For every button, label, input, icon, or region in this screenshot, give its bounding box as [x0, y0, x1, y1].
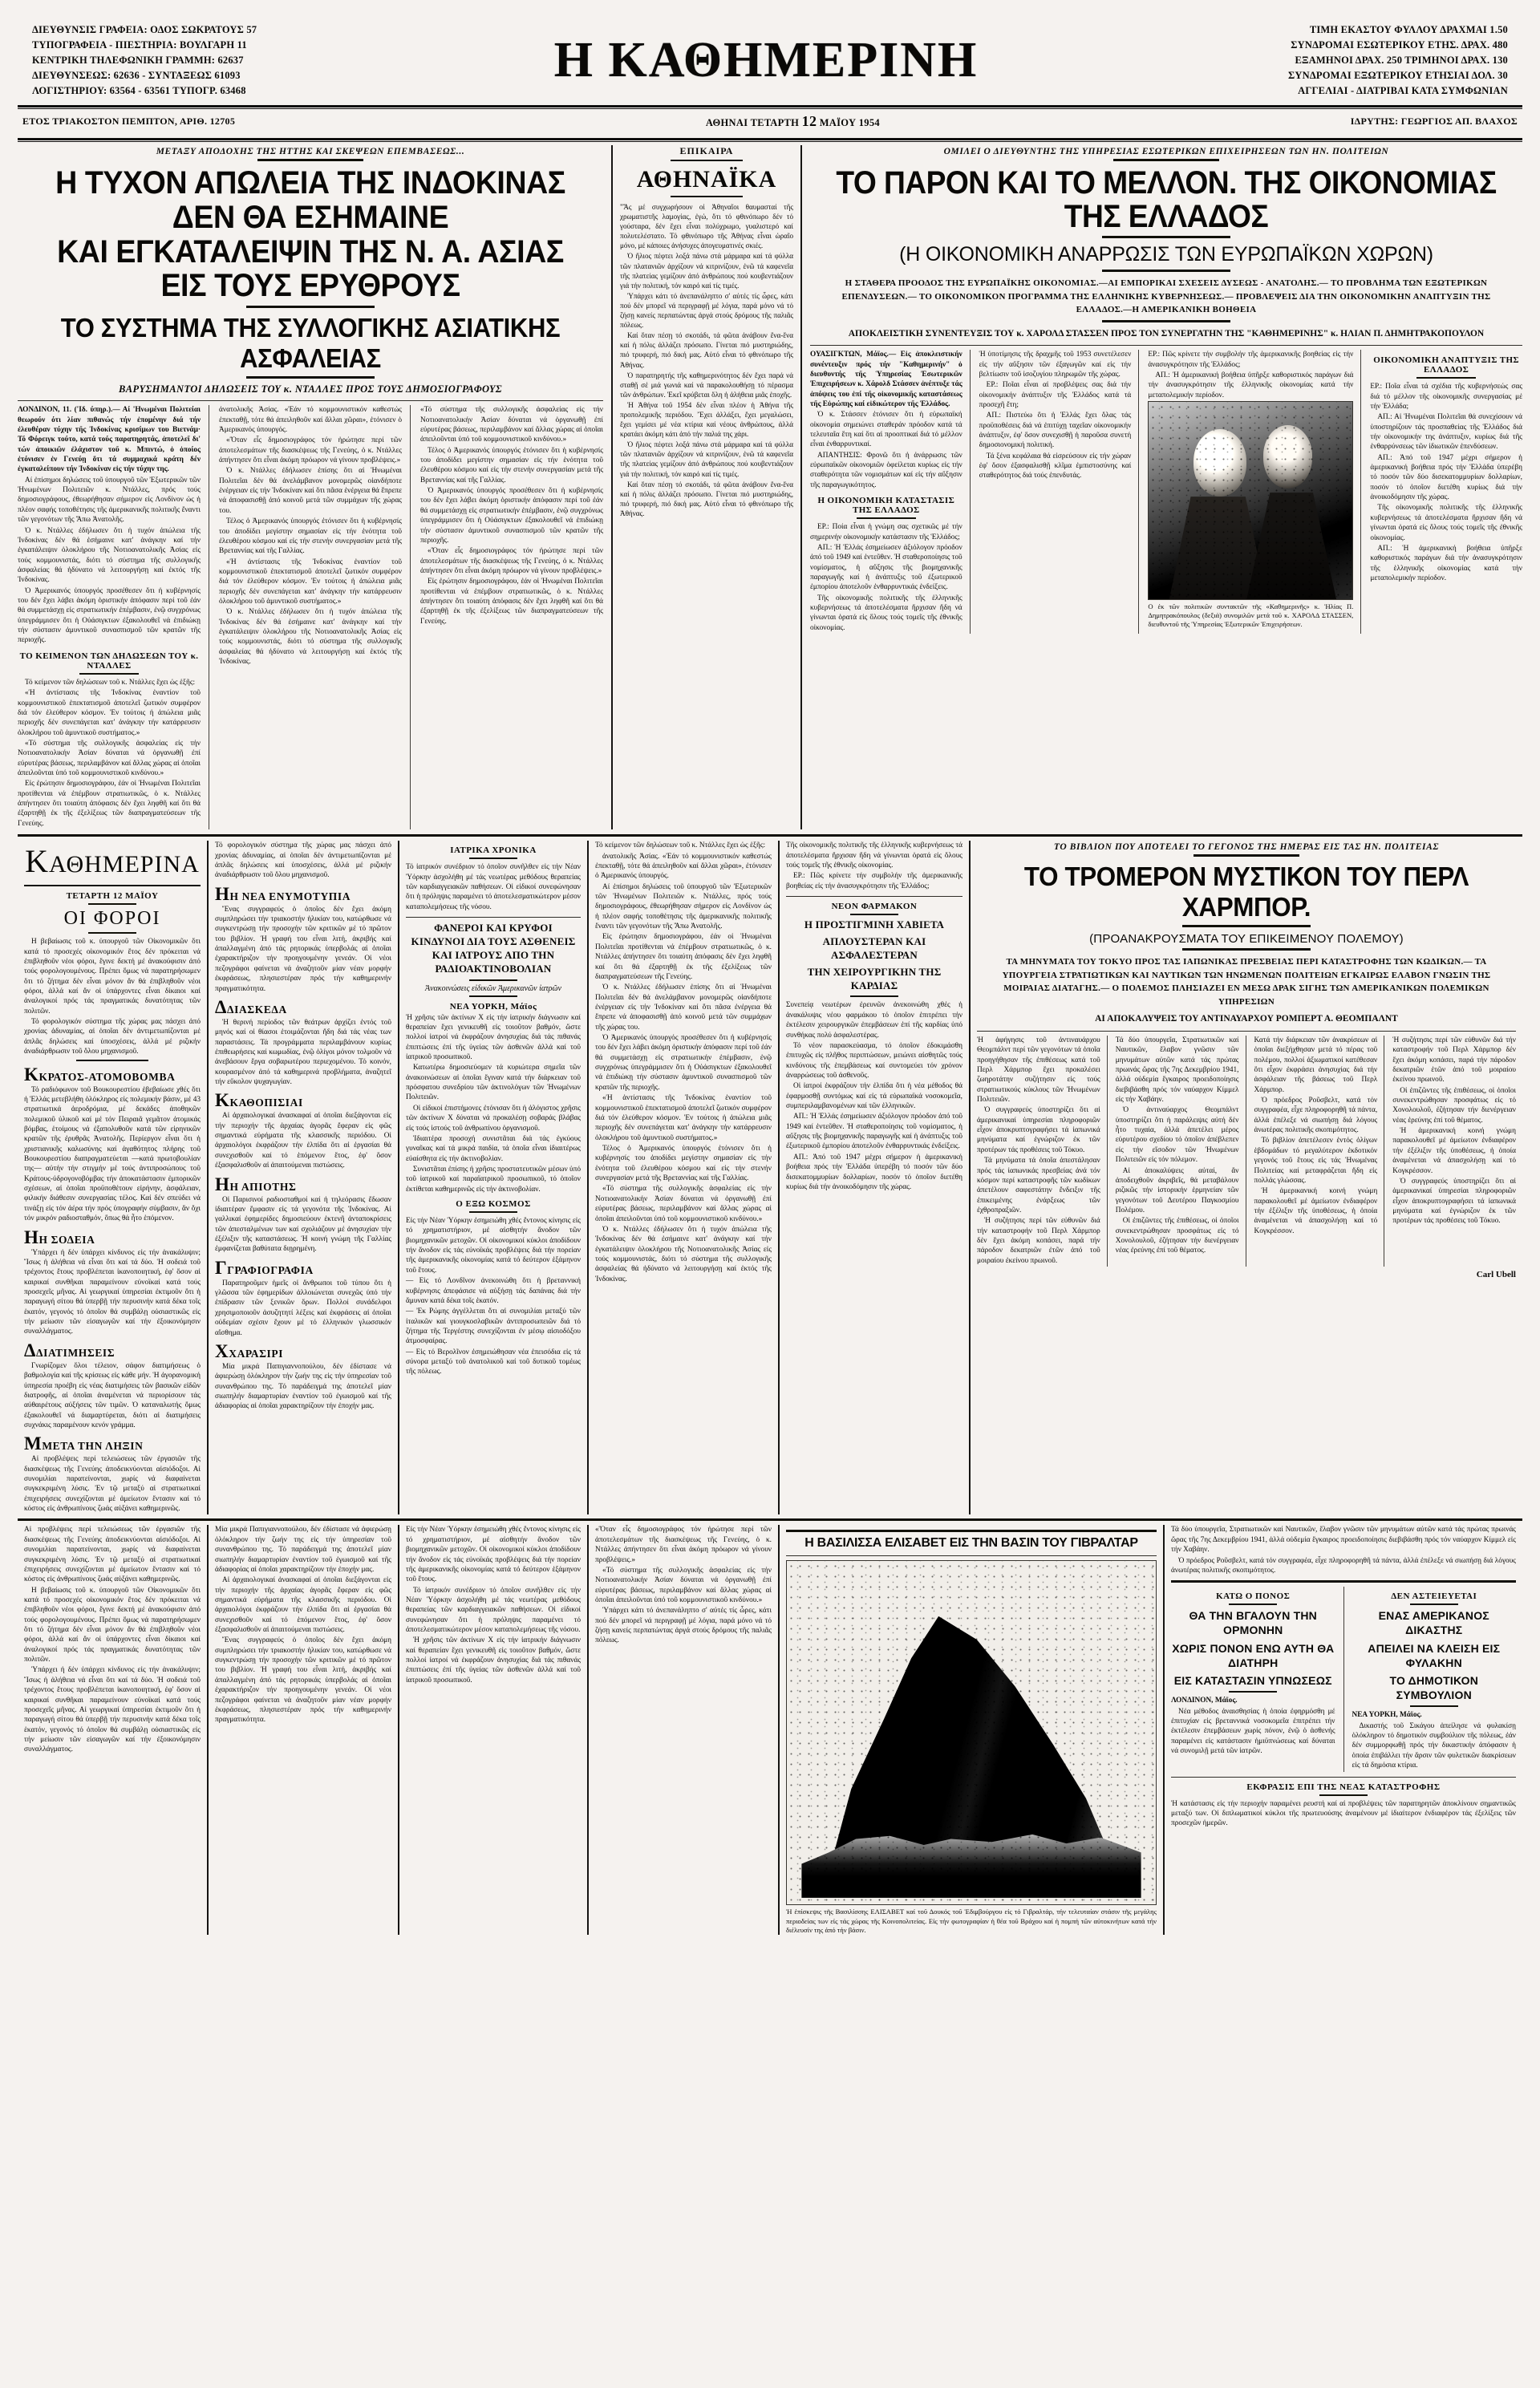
lead-c4-p2: Τέλος ὁ Ἀμερικανός ὑπουργός ἐτόνισεν ὅτι ἡ κυβέρνησίς του ἀποδίδει μεγίστην σημασίαν εἰς τήν ἑνότητα τοῦ ἐλευθέρου κόσμου καί εἰς τήν στενήν συνεργασίαν μετά τῆς Βρεταννίας καί τῆς Γαλλίας.: [420, 446, 603, 484]
athinaika-p3: Ὑπάρχει κάτι τό ἀνεπανάληπτο σ' αὐτές τίς ὧρες, κάτι πού δέν μπορεῖ νά περιγραφῇ μέ λόγια, παρά μόνο νά τό ζήσῃ κανείς περπατώντας ἀργά στούς δρόμους τῆς παλιᾶς πόλεως.: [620, 291, 793, 330]
athinaika-column: [613, 145, 802, 829]
right-side-box-title: ΕΚΦΡΑΣΙΣ ΕΠΙ ΤΗΣ ΝΕΑΣ ΚΑΤΑΣΤΡΟΦΗΣ: [1246, 1782, 1441, 1792]
econ-c3-p2: ΑΠ.: Ἡ ἀμερικανική βοήθεια ὑπῆρξε καθοριστικός παράγων διά τήν ἀνασυγκρότησιν τῆς ἑλληνικῆς οἰκονομίας κατά τήν μεταπολεμικήν περίοδον.: [1148, 371, 1354, 399]
econ-c4-p4: Τῆς οἰκονομικῆς πολιτικῆς τῆς ἑλληνικῆς κυβερνήσεως τά ἀποτελέσματα ἤρχισαν ἤδη νά γίνωνται ὁρατά εἰς ὅλους τούς τομεῖς τῆς ἐθνικῆς οἰκονομίας.: [1370, 504, 1522, 542]
radiation-p3: Ἰδιαιτέρα προσοχή συνιστᾶται διά τάς ἐγκύους γυναῖκας καί τά μικρά παιδία, τά ὁποῖα εἶναι ἰδιαιτέρως εὐαίσθητα εἰς τήν ἀκτινοβολίαν.: [406, 1134, 581, 1163]
bottom-box-1-h2: ΑΠΕΙΛΕΙ ΝΑ ΚΛΕΙΣΗ ΕΙΣ ΦΥΛΑΚΗΝ: [1368, 1641, 1501, 1669]
pearl-c1-p2: Ὁ συγγραφεύς ὑποστηρίζει ὅτι αἱ ἀμερικανικαί ὑπηρεσίαι πληροφοριῶν εἶχον ἀποκρυπτογραφήσει τά ἰαπωνικά μηνύματα καί ἐγνώριζον ἐκ τῶν προτέρων τάς προθέσεις τοῦ Τόκυο.: [977, 1106, 1100, 1154]
economy-story: [802, 145, 1522, 829]
bottom-col-2: [209, 1525, 399, 1935]
pearl-col-2: [1116, 1036, 1246, 1267]
bottom-box-1-body: Δικαστής τοῦ Σικάγου ἀπείλησε νά φυλακίσῃ ὁλόκληρον τό δημοτικόν συμβούλιον τῆς πόλεως, ἐάν δέν συμμορφωθῇ πρός τήν δικαστικήν ἀπόφασιν ἡ ὁποία ἐπιβάλλει τήν ἄρσιν τῶν φυλετικῶν διακρίσεων εἰς τά δημόσια κτίρια.: [1352, 1721, 1516, 1770]
lead-c3-p3: Ὁ κ. Ντάλλες ἐδήλωσεν ἐπίσης ὅτι αἱ Ἡνωμέναι Πολιτεῖαι δέν θά ἀνελάμβανον μονομερῶς οἱανδήποτε ἐνέργειαν εἰς τήν Ἰνδοκίναν καί ὅτι πᾶσα ἐνέργεια θά ἔπρεπε νά ἀποφασισθῇ ἀπό κοινοῦ μετά τῶν συμμάχων τῆς χώρας του.: [219, 467, 402, 515]
editorial-p1: Η βεβαίωσις τοῦ κ. ὑπουργοῦ τῶν Οἰκονομικῶν ὅτι κατά τό προσεχές οἰκονομικόν ἔτος δέν πρόκειται νά ἐπιβληθοῦν νέοι φόροι, ἔγινε δεκτή μέ ἀνακούφισιν ἀπό τούς φορολογουμένους. Πρέπει ὅμως νά παρατηρήσωμεν ὅτι τό ζήτημα δέν εἶναι μόνον ἄν θά ἐπιβληθοῦν νέοι φόροι, ἀλλά καί ἄν οἱ ὑπάρχοντες εἶναι δίκαιοι καί ἀναλογικοί πρός τάς πραγματικάς δυνατότητας τῶν πολιτῶν.: [24, 938, 201, 1016]
radiation-headline: ΦΑΝΕΡΟΙ ΚΑΙ ΚΡΥΦΟΙ ΚΙΝΔΥΝΟΙ ΔΙΑ ΤΟΥΣ ΑΣΘΕΝΕΙΣ ΚΑΙ ΙΑΤΡΟΥΣ ΑΠΟ ΤΗΝ ΡΑΔΙΟΑΚΤΙΝΟΒΟΛΙΑΝ: [411, 922, 576, 975]
lead-p1: ΛΟΝΔΙΝΟΝ, 11. ('Ιδ. ύπηρ.).— Αί 'Ηνωμέναι Πολιτείαι θεωρούν ότι λίαν πιθανώς τήν ἐπομένην διά τήν ἐλευθέραν τύχην τῆς Ἰνδοκίνας κρισίμων του Βιετνάμ· Τό Φόρειγκ τούτο, κατά τούς παρατηρητάς, ἀποτελεῖ δι' τών ἀποικιῶν ἐλάχιστον τοῦ κ. Μπιντώ, ὁ ὁποίος ἐτόνισεν ἐν Γενεύῃ ὅτι τά συμμαχικά κράτη δέν ἐγκαταλείπουν τήν Ἰνδοκίναν εἰς τήν τύχην της.: [18, 406, 201, 474]
radiation-p2: Οἱ εἰδικοί ἐπιστήμονες ἐτόνισαν ὅτι ἡ ἀλόγιστος χρῆσις τῶν ἀκτίνων Χ δύναται νά προκαλέσῃ σοβαράς βλάβας εἰς τούς ἱστούς τοῦ ἀνθρωπίνου ὀργανισμοῦ.: [406, 1104, 581, 1133]
lead-p2: Αί ἐπίσημοι δηλώσεις τοῦ ὑπουργοῦ τῶν Ἐξωτερικῶν τῶν Ἡνωμένων Πολιτειῶν κ. Ντάλλες, πρός τούς δημοσιογράφους, ἐθεωρήθησαν σήμερον εἰς Λονδίνον ὡς ἡ πλέον σαφής τοποθέτησις τῆς ἀμερικανικῆς πολιτικῆς ἔναντι τῶν γεγονότων τῆς Ἄπω Ἀνατολῆς.: [18, 476, 201, 525]
leadcont-p5: Ὁ κ. Ντάλλες ἐδήλωσεν ἐπίσης ὅτι αἱ Ἡνωμέναι Πολιτεῖαι δέν θά ἀνελάμβανον μονομερῶς οἱανδήποτε ἐνέργειαν εἰς τήν Ἰνδοκίναν καί ὅτι πᾶσα ἐνέργεια θά ἔπρεπε νά ἀποφασισθῇ ἀπό κοινοῦ μετά τῶν συμμάχων τῆς χώρας του.: [595, 983, 772, 1032]
econ-p1: ΟΥΑΣΙΓΚΤΩΝ, Μάϊος.— Εἰς ἀποκλειστικήν συνέντευξιν πρός τήν "Καθημερινήν" ὁ διευθυντής τῆς Ὑπηρεσίας Ἐσωτερικῶν Ἐπιχειρήσεων κ. Χάρολδ Στάσσεν ἀνέπτυξε τάς ἀπόψεις του ἐπί τῆς οἰκονομικῆς καταστάσεως τῆς Εὐρώπης καί εἰδικώτερον τῆς Ἑλλάδος.: [810, 351, 962, 408]
masthead-right-line-4: ΣΥΝΔΡΟΜΑΙ ΕΞΩΤΕΡΙΚΟΥ ΕΤΗΣΙΑΙ ΔΟΛ. 30: [1288, 70, 1508, 81]
pearl-c4-p4: Ὁ συγγραφεύς ὑποστηρίζει ὅτι αἱ ἀμερικανικαί ὑπηρεσίαι πληροφοριῶν εἶχον ἀποκρυπτογραφήσει τά ἰαπωνικά μηνύματα καί ἐγνώριζον ἐκ τῶν προτέρων τάς προθέσεις τοῦ Τόκυο.: [1392, 1177, 1516, 1226]
rule: [88, 932, 136, 934]
bottom-box-0: [1171, 1587, 1344, 1771]
gibraltar-photo-image: [787, 1561, 1156, 1904]
rule: [1113, 159, 1219, 161]
editorial-section-2-title: [24, 1340, 201, 1360]
lead-col-1: [18, 405, 209, 829]
editorial-section-1-label: Η ΣΟΔΕΙΑ: [38, 1233, 95, 1246]
dropcap: Η: [24, 1226, 39, 1247]
founder: ΙΔΡΥΤΗΣ: ΓΕΩΡΓΙΟΣ ΑΠ. ΒΛΑΧΟΣ: [1350, 116, 1518, 127]
pharmakon-sub1: Η ΠΡΟΣΤΙΓΜΙΝΗ ΧΑΒΙΕΤΑ: [804, 918, 945, 930]
bottom-right-block: [1165, 1525, 1522, 1935]
masthead-left-line-4: ΔΙΕΥΘΥΝΣΕΩΣ: 62636 - ΣΥΝΤΑΞΕΩΣ 61093: [32, 70, 241, 81]
pharmakon-sub2: ΑΠΛΟΥΣΤΕΡΑΝ ΚΑΙ ΑΣΦΑΛΕΣΤΕΡΑΝ: [822, 935, 926, 961]
misc2-intro: Τό φορολογικόν σύστημα τῆς χώρας μας πάσχει ἀπό χρονίας ἀδυναμίας, αἱ ὁποῖαι δέν ἀντιμετωπίζονται μέ ἁπλᾶς δηλώσεις καί ὑποσχέσεις, ἀλλά μέ ριζικήν ἀναδιάρθρωσιν τοῦ ὅλου μηχανισμοῦ.: [215, 841, 391, 880]
dropcap: Γ: [215, 1257, 228, 1278]
middle-section: [18, 834, 1522, 1514]
rule: [1229, 1691, 1277, 1693]
rule: [246, 306, 375, 308]
pharm-p4: ΑΠ.: Ἡ Ἑλλάς ἐσημείωσεν ἀξιόλογον πρόοδον ἀπό τοῦ 1949 καί ἐντεῦθεν. Ἡ σταθεροποίησις τοῦ νομίσματος, ἡ αὔξησις τῆς βιομηχανικῆς παραγωγῆς καί ἡ ἀνάπτυξις τοῦ ἐξωτερικοῦ ἐμπορίου ἀποτελοῦν ἐνθαρρυντικάς ἐνδείξεις.: [786, 1113, 962, 1151]
editorial-section-1-title: [24, 1226, 201, 1247]
world-p1: Εἰς τήν Νέαν Ὑόρκην ἐσημειώθη χθές ἔντονος κίνησις εἰς τό χρηματιστήριον, μέ αἰσθητήν ἄνοδον τῶν βιομηχανικῶν μετοχῶν. Οἱ οἰκονομικοί κύκλοι ἀποδίδουν τήν ἄνοδον εἰς τάς εὐνοϊκάς προβλέψεις διά τήν πορείαν τῆς ἀμερικανικῆς οἰκονομίας κατά τό δεύτερον ἑξάμηνον τοῦ ἔτους.: [406, 1217, 581, 1275]
masthead-subscription-info: [1235, 22, 1508, 99]
br-p2: Ὁ πρόεδρος Ροῦσβελτ, κατά τόν συγγραφέα, εἶχε πληροφορηθῆ τά πάντα, ἀλλά ἐπέλεξε νά σιωπήσῃ διά λόγους ἀνωτέρας πολιτικῆς σκοπιμότητος.: [1171, 1556, 1516, 1575]
dropcap: Μ: [24, 1433, 43, 1454]
editorial-section-2-body: Γνωρίζομεν ὅλοι τέλειον, σάφον διατιμήσεως ὁ βαθμολογία καί τῆς κρίσεως εἰς κάθε μήν. Ἡ ἀγορανομική ὑπηρεσία προέβη εἰς νέας διατιμήσεις τῶν βασικῶν εἰδῶν διατροφῆς, αἱ ὁποῖαι ἀναμένεται νά περιορίσουν τάς αὐθαιρέτους αὐξήσεις τῶν τιμῶν. Ὁ καταναλωτής ὅμως ἐξακολουθεῖ νά διαμαρτύρεται, διότι αἱ διατιμήσεις συχνάκις παραμένουν κενόν γράμμα.: [24, 1361, 201, 1429]
dropcap: Δ: [24, 1340, 37, 1360]
misc2-section-0-label: Η ΝΕΑ ΕΝΥΜΟΤΥΠΙΑ: [229, 890, 351, 902]
rule: [1229, 1603, 1277, 1605]
b3-p2: Τό ἰατρικόν συνέδριον τό ὁποῖον συνῆλθεν εἰς τήν Νέαν Ὑόρκην ἀσχολήθη μέ τάς νεωτέρας μεθόδους θεραπείας τῶν καρδιαγγειακῶν παθήσεων. Οἱ εἰδικοί συνεφώνησαν ὅτι ἡ πρόληψις παραμένει τό ἀποτελεσματικώτερον μέσον καταπολεμήσεως τῆς νόσου.: [406, 1586, 581, 1635]
economy-col-2: [979, 350, 1140, 634]
leadcont-p1: Τό κείμενον τῶν δηλώσεων τοῦ κ. Ντάλλες ἔχει ὡς ἑξῆς:: [595, 841, 766, 850]
lead-subhead-text: ΤΟ ΚΕΙΜΕΝΟΝ ΤΩΝ ΔΗΛΩΣΕΩΝ ΤΟΥ κ. ΝΤΑΛΛΕΣ: [19, 651, 199, 671]
leadcont-p10: Ὁ κ. Ντάλλες ἐδήλωσεν ὅτι ἡ τυχόν ἀπώλεια τῆς Ἰνδοκίνας δέν θά ἐσήμαινε κατ' ἀνάγκην καί τήν ἐγκατάλειψιν ὁλοκλήρου τῆς Νοτιοανατολικῆς Ἀσίας εἰς τούς κομμουνιστάς, διότι τό σύστημα τῆς συλλογικῆς ἀσφαλείας θά ἠδύνατο νά λειτουργήσῃ καί ἐκτός τῆς Ἰνδοκίνας.: [595, 1225, 772, 1283]
bottom-box-1-h3: ΤΟ ΔΗΜΟΤΙΚΟΝ ΣΥΜΒΟΥΛΙΟΝ: [1389, 1674, 1479, 1702]
bottom-box-0-h2: ΧΩΡΙΣ ΠΟΝΟΝ ΕΝΩ ΑΥΤΗ ΘΑ ΔΙΑΤΗΡΗ: [1172, 1641, 1335, 1669]
editorial-section-0-body: Τό ραδιόφωνον τοῦ Βουκουρεστίου ἐβεβαίωσε χθές ὅτι ἡ Ἑλλάς μετεβλήθη ὁλόκληρος εἰς πολεμικήν βάσιν, μέ 43 στρατιωτικά ἀεροδρόμια, μέ δεκάδες ἀποθηκῶν πολεμικοῦ ὑλικοῦ καί μέ τόν Πειραιᾶ γεμᾶτον ἀτομικάς βόμβας, ἑτοίμους νά ἐξαπολυθοῦν κατά τῶν εἰρηνικῶν κρατῶν τῆς ἐρυθρᾶς Ἀνατολῆς. Περίεργον εἶναι ὅτι ἡ χριστιανικῆς καλωσύνης καί ἀγαθότητος πλήρης τοῦ Βουκουρεστίου διαπραγματεύεται —κατά πρωτοβουλίαν της— αὐτήν τήν στιγμήν μέ τούς ἀντιπροσώπους τοῦ Κράτους-ὑδρογονοβόμβας τήν ἀποκατάστασιν ἐμπορικῶν σχέσεων, αἱ ὁποῖαι προϋποθέτουν εἰρήνην, ἀσφάλειαν, φιλικήν διάθεσιν συνεργασίας τέλος. Καί δέν σπεύδει νά τινάξῃ εἰς τόν ἀέρα τήν πρός ὑπογραφήν σύμβασιν, ἄν ὄχι τόν μικρόν ραδιοσταθμόν, ὅπως θά ἦτο ἑπόμενον.: [24, 1085, 201, 1223]
rule: [810, 345, 1522, 346]
pearl-c4-p3: Ἡ ἀμερικανική κοινή γνώμη παρακολουθεῖ μέ ἀμείωτον ἐνδιαφέρον τήν ἐξέλιξιν τῆς ὑποθέσεως, ἡ ὁποία ἀναμένεται νά ἀπασχολήσῃ καί τό Κογκρέσσον.: [1392, 1127, 1516, 1175]
bottom-box-0-body: Νέα μέθοδος ἀναισθησίας ἡ ὁποία ἐφηρμόσθη μέ ἐπιτυχίαν εἰς βρεταννικά νοσοκομεῖα ἐπιτρέπει τήν ἐκτέλεσιν ἐπεμβάσεων χωρίς πόνον, ἐνῷ ὁ ἀσθενής παραμένει εἰς κατάστασιν ἡμιϋπνώσεως καί δύναται νά συνομιλῇ μετά τῶν ἰατρῶν.: [1171, 1707, 1335, 1755]
pharmakon-sub3: ΤΗΝ ΧΕΙΡΟΥΡΓΙΚΗΝ ΤΗΣ ΚΑΡΔΙΑΣ: [807, 965, 942, 991]
right-side-box-body: Ἡ κατάστασις εἰς τήν περιοχήν παραμένει ρευστή καί αἱ προβλέψεις τῶν παρατηρητῶν ἀποκλίνουν σημαντικῶς μεταξύ των. Οἱ διπλωματικοί κύκλοι τῆς πρωτευούσης ἀναμένουν μέ ἰδιαίτερον ἐνδιαφέρον τάς ἐξελίξεις τῶν προσεχῶν ἡμερῶν.: [1171, 1799, 1516, 1828]
pearl-harbor-story: [971, 841, 1522, 1514]
lead-c2-p1: Τό κείμενον τῶν δηλώσεων τοῦ κ. Ντάλλες ἔχει ὡς ἑξῆς:: [25, 678, 196, 687]
top-section: [18, 145, 1522, 829]
econ-c4-p5: ΑΠ.: Ἡ ἀμερικανική βοήθεια ὑπῆρξε καθοριστικός παράγων διά τήν ἀνασυγκρότησιν τῆς ἑλληνικῆς οἰκονομίας κατά τήν μεταπολεμικήν περίοδον.: [1370, 544, 1522, 582]
editorial-section-2-label: ΔΙΑΤΙΜΗΣΕΙΣ: [36, 1346, 116, 1359]
misc2-section-5-title: [215, 1340, 391, 1361]
bottom-col-4: [589, 1525, 780, 1935]
b3-p3: Ἡ χρῆσις τῶν ἀκτίνων Χ εἰς τήν ἰατρικήν διάγνωσιν καί θεραπείαν ἔχει γενικευθῆ εἰς τοιοῦτον βαθμόν, ὥστε πολλοί ἰατροί νά ἐκφράζουν ἀνησυχίας διά τάς πιθανάς ἐπιπτώσεις ἐπί τῆς ὑγείας τῶν ἀσθενῶν ἀλλά καί τοῦ ἰατρικοῦ προσωπικοῦ.: [406, 1636, 581, 1685]
rule: [246, 376, 375, 379]
rule: [1182, 925, 1311, 927]
masthead-right-line-5: ΑΓΓΕΛΙΑΙ - ΔΙΑΤΡΙΒΑΙ ΚΑΤΑ ΣΥΜΦΩΝΙΑΝ: [1298, 85, 1508, 96]
pearl-deck: ΤΑ ΜΗΝΥΜΑΤΑ ΤΟΥ ΤΟΚΥΟ ΠΡΟΣ ΤΑΣ ΙΑΠΩΝΙΚΑΣ ΠΡΕΣΒΕΙΑΣ ΠΕΡΙ ΚΑΤΑΣΤΡΟΦΗΣ ΤΩΝ ΚΩΔΙΚΩΝ.— ΤΑ ΥΠΟΥΡΓΕΙΑ ΣΤΡΑΤΙΩΤΙΚΩΝ ΚΑΙ ΝΑΥΤΙΚΩΝ ΤΩΝ ΗΝΩΜΕΝΩΝ ΠΟΛΙΤΕΙΩΝ ΕΓΚΑΙΡΩΣ ΕΛΑΒΟΝ ΓΝΩΣΙΝ ΤΗΣ ΜΟΙΡΑΙΑΣ ΔΙΑΤΑΓΗΣ.— Ο ΠΟΛΕΜΟΣ ΠΛΗΣΙΑΖΕΙ ΕΝ ΜΕΣΩ ΔΡΑΚ ΣΙΓΗΣ ΤΩΝ ΑΜΕΡΙΚΑΝΙΚΩΝ ΠΟΛΕΜΙΚΩΝ ΥΠΗΡΕΣΙΩΝ: [1002, 957, 1491, 1007]
econ-c4-p2: ΑΠ.: Αἱ Ἡνωμέναι Πολιτεῖαι θά συνεχίσουν νά ὑποστηρίζουν τάς προσπαθείας τῆς Ἑλλάδος διά τήν οἰκονομικήν της ἀνάπτυξιν, κυρίως διά τῆς ἐνθαρρύνσεως τῶν ἰδιωτικῶν ἐπενδύσεων.: [1370, 413, 1522, 452]
b1-p1: Αἱ προβλέψεις περί τελειώσεως τῶν ἐργασιῶν τῆς διασκέψεως τῆς Γενεύης ἀποδεικνύονται αἰσιόδοξοι. Αἱ συνομιλίαι παρατείνονται, χωρίς νά διαφαίνεται συγκεκριμένη λύσις. Ἐν τῷ μεταξύ αἱ στρατιωτικαί ἐπιχειρήσεις συνεχίζονται μέ ἀμείωτον ἔντασιν καί τό κόστος εἰς ἀνθρωπίνους ζωάς αὐξάνει καθημερινῶς.: [24, 1526, 201, 1584]
pharm-p5: ΑΠ.: Ἀπό τοῦ 1947 μέχρι σήμερον ἡ ἀμερικανική βοήθεια πρός τήν Ἑλλάδα ὑπερέβη τό ποσόν τῶν δύο δισεκατομμυρίων δολλαρίων, ποσόν τό ὁποῖον διετέθη κυρίως διά τήν ἀνοικοδόμησιν τῆς χώρας.: [786, 1153, 962, 1191]
rule: [76, 1060, 148, 1061]
pearl-c3-p1: Κατά τήν διάρκειαν τῶν ἀνακρίσεων αἱ ὁποῖαι διεξήχθησαν μετά τό πέρας τοῦ πολέμου, πολλοί ἀξιωματικοί κατέθεσαν ὅτι εἶχον ἐκφράσει ἀνησυχίας διά τήν ἀσφάλειαν τῆς βάσεως τοῦ Περλ Χάρμπορ.: [1254, 1036, 1378, 1094]
issue-date: [706, 113, 880, 130]
lead-c3-p2: «Ὅταν εἷς δημοσιογράφος τόν ἠρώτησε περί τῶν ἀποτελεσμάτων τῆς διασκέψεως τῆς Γενεύης, ὁ κ. Ντάλλες ἀπήντησεν ὅτι εἶναι ἀκόμη πρόωρον νά γίνουν προβλέψεις.»: [219, 436, 402, 464]
lead-c2-p3: «Τό σύστημα τῆς συλλογικῆς ἀσφαλείας εἰς τήν Νοτιοανατολικήν Ἀσίαν δύναται νά ὀργανωθῇ ἐπί εὐρυτέρας βάσεως, περιλαμβάνον καί ἄλλας χώρας αἱ ὁποῖαι ἀπειλοῦνται ὑπό τοῦ κομμουνιστικοῦ κινδύνου.»: [18, 739, 201, 778]
athinaika-p8: Καί ὅταν πέσῃ τό σκοτάδι, τά φῶτα ἀνάβουν ἕνα-ἕνα καί ἡ πόλις ἀλλάζει πρόσωπο. Γίνεται πιό μυστηριώδης, πιό τρυφερή, πιό δική μας. Αὐτό εἶναι τό φθινόπωρο τῆς Ἀθήνας.: [620, 480, 793, 517]
lead-c4-p3: Ὁ Ἀμερικανός ὑπουργός προσέθεσεν ὅτι ἡ κυβέρνησίς του δέν ἔχει λάβει ἀκόμη ὁριστικήν ἀπόφασιν περί τοῦ ἐάν θά συμμετάσχῃ εἰς στρατιωτικήν ἐπέμβασιν, ἐνῷ συγχρόνως ὑπεγράμμισεν ὅτι ἡ Οὐάσιγκτων ἐξακολουθεῖ νά ἐπιδιώκῃ τήν σύστασιν ἀμυντικοῦ συνασπισμοῦ τῶν κρατῶν τῆς περιοχῆς.: [420, 487, 603, 545]
pharm-pre2: ΕΡ.: Πῶς κρίνετε τήν συμβολήν τῆς ἀμερικανικῆς βοηθείας εἰς τήν ἀνασυγκρότησιν τῆς Ἑλλάδος;: [786, 872, 962, 890]
pearl-signature: Carl Ubell: [1476, 1270, 1516, 1280]
masthead-left-line-5: ΛΟΓΙΣΤΗΡΙΟΥ: 63564 - 63561 ΤΥΠΟΓΡ. 63468: [32, 85, 246, 96]
rule: [469, 995, 517, 997]
misc2-section-4-body: Παρατηροῦμεν ἡμεῖς οἱ ἄνθρωποι τοῦ τύπου ὅτι ἡ γλῶσσα τῶν ἐφημερίδων ἀλλοιώνεται συνεχῶς ὑπό τήν ἐπίδρασιν τῶν ξενικῶν ὅρων. Πολλοί συνάδελφοι χρησιμοποιοῦν ἀσυζητητί λέξεις καί ἐκφράσεις αἱ ὁποῖαι οὐδεμίαν σχέσιν ἔχουν μέ τό ἑλληνικόν γλωσσικόν αἴσθημα.: [215, 1279, 391, 1337]
bottom-box-1: [1352, 1587, 1517, 1771]
rule: [671, 160, 743, 161]
editorial-date: ΤΕΤΑΡΤΗ 12 ΜΑΪΟΥ: [66, 891, 159, 902]
misc2-section-1-body: Ἡ θερινή περίοδος τῶν θεάτρων ἀρχίζει ἐντός τοῦ μηνός καί οἱ θίασοι ἑτοιμάζονται ἤδη διά τάς νέας των παραστάσεις. Τά προγράμματα περιλαμβάνουν κυρίως ἐπιθεωρήσεις καί κωμωδίας, ἐνῷ ὀλίγοι μόνον τολμοῦν νά ἀνεβάσουν ἔργα σοβαρωτέρου περιεχομένου. Τό κοινόν, κουρασμένον ἀπό τά καθημερινά προβλήματα, ἀναζητεῖ τήν εὔκολον ψυχαγωγίαν.: [215, 1018, 391, 1087]
stassen-photo-caption: Ο ἐκ τῶν πολιτικῶν συντακτῶν τῆς «Καθημερινῆς» κ. Ἠλίας Π. Δημητρακόπουλος (δεξιά) συνομιλῶν μετά τοῦ κ. ΧΑΡΟΛΔ ΣΤΑΣΣΕΝ, διευθυντοῦ τῆς Ὑπηρεσίας Ἐξωτερικῶν Ἐπιχειρήσεων.: [1148, 602, 1354, 629]
dropcap: Χ: [215, 1340, 229, 1361]
editorial-title: ΚΑΘΗΜΕΡΙΝΑ: [25, 843, 200, 880]
bottom-box-0-h3: ΕΙΣ ΚΑΤΑΣΤΑΣΙΝ ΥΠΝΩΣΕΩΣ: [1173, 1674, 1332, 1687]
pearl-c3-p2: Ὁ πρόεδρος Ροῦσβελτ, κατά τόν συγγραφέα, εἶχε πληροφορηθῆ τά πάντα, ἀλλά ἐπέλεξε νά σιωπήσῃ διά λόγους ἀνωτέρας πολιτικῆς σκοπιμότητος.: [1254, 1097, 1378, 1135]
leadcont-p7: «Ἡ ἀντίστασις τῆς Ἰνδοκίνας ἐναντίον τοῦ κομμουνιστικοῦ ἐπεκτατισμοῦ ἀποτελεῖ ζωτικόν συμφέρον διά τόν ἐλεύθερον κόσμον. Ἐν τούτοις ἡ ἀπώλεια μιᾶς περιοχῆς δέν συνεπάγεται κατ' ἀνάγκην τήν κατάρρευσιν ὁλοκλήρου τοῦ ἀμυντικοῦ συστήματος.»: [595, 1094, 772, 1142]
issue-line: [18, 109, 1522, 133]
pearl-byline: ΑΙ ΑΠΟΚΑΛΥΨΕΙΣ ΤΟΥ ΑΝΤΙΝΑΥΑΡΧΟΥ ΡΟΜΠΕΡΤ Α. ΘΕΟΜΠΑΛΝΤ: [1095, 1014, 1398, 1024]
misc2-section-4-title: [215, 1257, 391, 1278]
dropcap: Η: [215, 1174, 230, 1194]
leadcont-p3: Αί ἐπίσημοι δηλώσεις τοῦ ὑπουργοῦ τῶν Ἐξωτερικῶν τῶν Ἡνωμένων Πολιτειῶν κ. Ντάλλες, πρός τούς δημοσιογράφους, ἐθεωρήθησαν σήμερον εἰς Λονδίνον ὡς ἡ πλέον σαφής τοποθέτησις τῆς ἀμερικανικῆς πολιτικῆς ἔναντι τῶν γεγονότων τῆς Ἄπω Ἀνατολῆς.: [595, 882, 772, 931]
bottom-box-1-dateline: ΝΕΑ ΥΟΡΚΗ, Μάϊος.: [1352, 1711, 1422, 1720]
lead-continuation-column: [589, 841, 780, 1514]
leadcont-p2: ἀνατολικῆς Ἀσίας. «Ἐάν τό κομμουνιστικόν καθεστώς ἐπεκταθῇ, τότε θά ἀπειληθοῦν καί ἄλλαι χῶραι», ἐτόνισεν ὁ Ἀμερικανός ὑπουργός.: [595, 852, 772, 881]
b1-p2: Η βεβαίωσις τοῦ κ. ὑπουργοῦ τῶν Οἰκονομικῶν ὅτι κατά τό προσεχές οἰκονομικόν ἔτος δέν πρόκειται νά ἐπιβληθοῦν νέοι φόροι, ἔγινε δεκτή μέ ἀνακούφισιν ἀπό τούς φορολογουμένους. Πρέπει ὅμως νά παρατηρήσωμεν ὅτι τό ζήτημα δέν εἶναι μόνον ἄν θά ἐπιβληθοῦν νέοι φόροι, ἀλλά καί ἄν οἱ ὑπάρχοντες εἶναι δίκαιοι καί ἀναλογικοί πρός τάς πραγματικάς δυνατότητας τῶν πολιτῶν.: [24, 1586, 201, 1664]
economy-subhead-2: [1370, 355, 1522, 379]
gibraltar-caption-title: Η ΒΑΣΙΛΙΣΣΑ ΕΛΙΣΑΒΕΤ ΕΙΣ ΤΗΝ ΒΑΣΙΝ ΤΟΥ ΓΙΒΡΑΛΤΑΡ: [804, 1536, 1138, 1551]
pearl-c2-p1: Τά δύο ὑπουργεῖα, Στρατιωτικῶν καί Ναυτικῶν, ἔλαβον γνῶσιν τῶν μηνυμάτων αὐτῶν κατά τάς πρώτας πρωινάς ὥρας τῆς 7ης Δεκεμβρίου 1941, ἀλλά οὐδεμία ἔγκαιρος προειδοποίησις διεβιβάσθη πρός τόν ναύαρχον Κίμμελ εἰς τήν Χαβάην.: [1115, 1036, 1239, 1105]
editorial-headline: ΟΙ ΦΟΡΟΙ: [63, 908, 161, 930]
misc2-section-3-title: [215, 1174, 391, 1194]
issue-date-suffix: ΜΑΪΟΥ 1954: [819, 117, 880, 128]
rule: [406, 917, 581, 918]
lead-headline-line3: ΤΟ ΣΥΣΤΗΜΑ ΤΗΣ ΣΥΛΛΟΓΙΚΗΣ ΑΣΙΑΤΙΚΗΣ ΑΣΦΑΛΕΙΑΣ: [60, 313, 561, 374]
misc2-section-4-label: ΓΡΑΦΙΟΓΡΑΦΙΑ: [227, 1263, 314, 1276]
pharmakon-title: ΝΕΟΝ ΦΑΡΜΑΚΟΝ: [831, 902, 918, 911]
economy-col-3: [1148, 350, 1361, 634]
misc2-section-3-body: Οἱ Παρισινοί ραδιοσταθμοί καί ἡ τηλεόρασις ἔδωσαν ἰδιαιτέραν ἔμφασιν εἰς τά γεγονότα τῆς Ἰνδοκίνας. Αἱ γαλλικαί ἐφημερίδες δημοσιεύουν ἐκτενῆ ἀνταποκρίσεις τῶν ἀπεσταλμένων των καί σχολιάζουν μέ ἀνησυχίαν τήν ἐξέλιξιν τῆς καταστάσεως. Ἡ κοινή γνώμη τῆς Γαλλίας ἐμφανίζεται βαθύτατα διῃρημένη.: [215, 1195, 391, 1254]
gibraltar-photo: [786, 1560, 1157, 1905]
issue-date-prefix: ΑΘΗΝΑΙ ΤΕΤΑΡΤΗ: [705, 117, 800, 128]
econ-p6: Τῆς οἰκονομικῆς πολιτικῆς τῆς ἑλληνικῆς κυβερνήσεως τά ἀποτελέσματα ἤρχισαν ἤδη νά γίνωνται ὁρατά εἰς ὅλους τούς τομεῖς τῆς ἐθνικῆς οἰκονομίας.: [810, 594, 962, 632]
world-p2: — Εἰς τό Λονδῖνον ἀνεκοινώθη ὅτι ἡ βρεταννική κυβέρνησις ἀπεφάσισε νά αὐξήσῃ τάς δαπάνας διά τήν ἄμυναν κατά δέκα τοῖς ἑκατόν.: [406, 1277, 581, 1305]
pearl-c3-p3: Τό βιβλίον ἀπετέλεσεν ἐντός ὀλίγων ἑβδομάδων τό μεγαλύτερον ἐκδοτικόν γεγονός τοῦ ἔτους εἰς τάς Ἡνωμένας Πολιτείας καί μεταφράζεται ἤδη εἰς πολλάς γλώσσας.: [1254, 1137, 1378, 1185]
issue-number: ΕΤΟΣ ΤΡΙΑΚΟΣΤΟΝ ΠΕΜΠΤΟΝ, ΑΡΙΘ. 12705: [22, 116, 236, 127]
masthead: [18, 11, 1522, 100]
pharmakon-column: [780, 841, 971, 1514]
issue-date-day: 12: [801, 113, 817, 129]
pearl-c1-p4: Ἡ συζήτησις περί τῶν εὐθυνῶν διά τήν καταστροφήν τοῦ Περλ Χάρμπορ δέν ἔχει ἀκόμη κοπάσει, παρά τήν πάροδον δεκατριῶν ἐτῶν ἀπό τοῦ μοιραίου ἐκείνου πρωινοῦ.: [977, 1217, 1100, 1265]
pearl-c4-p2: Οἱ ἐπιζῶντες τῆς ἐπιθέσεως, οἱ ὁποῖοι συνεκεντρώθησαν προσφάτως εἰς τό Χονολουλοῦ, ἐζήτησαν τήν διενέργειαν νέας ἐρεύνης ἐπί τοῦ θέματος.: [1392, 1086, 1516, 1125]
pearl-c2-p3: Αἱ ἀποκαλύψεις αὐταί, ἄν ἀποδειχθοῦν ἀκριβεῖς, θά μεταβάλουν ριζικῶς τήν ἱστορικήν ἑρμηνείαν τῶν γεγονότων τοῦ Δευτέρου Παγκοσμίου Πολέμου.: [1115, 1166, 1239, 1214]
economy-col-4: [1370, 350, 1522, 634]
bottom-boxes: [1171, 1587, 1516, 1771]
radiation-p4: Συνιστᾶται ἐπίσης ἡ χρῆσις προστατευτικῶν μέσων ὑπό τοῦ ἰατρικοῦ καί παραϊατρικοῦ προσωπικοῦ, τό ὁποῖον ἐκτίθεται καθημερινῶς εἰς τήν ἀκτινοβολίαν.: [406, 1165, 581, 1194]
pearl-col-3: [1254, 1036, 1385, 1267]
rule: [786, 1530, 1157, 1532]
misc2-section-3-label: Η ΑΠΙΟΤΗΣ: [229, 1180, 297, 1193]
radiation-p0: Ἡ χρῆσις τῶν ἀκτίνων Χ εἰς τήν ἰατρικήν διάγνωσιν καί θεραπείαν ἔχει γενικευθῆ εἰς τοιοῦτον βαθμόν, ὥστε πολλοί ἰατροί νά ἐκφράζουν ἀνησυχίας διά τάς πιθανάς ἐπιπτώσεις ἐπί τῆς ὑγείας τῶν ἀσθενῶν ἀλλά καί τοῦ ἰατρικοῦ προσωπικοῦ.: [406, 1013, 581, 1061]
misc2-section-2-label: ΚΑΘΟΠΙΣΙΑΙ: [229, 1097, 303, 1109]
b1-p3: Ὑπάρχει ἡ δέν ὑπάρχει κίνδυνος εἰς τήν ἀνακάλυψιν; Ἴσως ἡ ἀλήθεια νά εἶναι ὅτι καί τά δύο. Ἡ σοδειά τοῦ τρέχοντος ἔτους προβλέπεται ἱκανοποιητική, ἐφ' ὅσον αἱ καιρικαί συνθῆκαι παραμείνουν εὐνοϊκαί κατά τούς προσεχεῖς μῆνας. Αἱ γεωργικαί ὑπηρεσίαι ἐκτιμοῦν ὅτι ἡ παραγωγή σίτου θά ὑπερβῇ τήν περυσινήν κατά δέκα τοῖς ἑκατόν, γεγονός τό ὁποῖον θά συμβάλῃ οὐσιαστικῶς εἰς τήν μείωσιν τῶν εἰσαγωγῶν καί τήν ἐξοικονόμησιν συναλλάγματος.: [24, 1666, 201, 1754]
lead-c4-p5: Εἰς ἐρώτησιν δημοσιογράφου, ἐάν οἱ Ἡνωμέναι Πολιτεῖαι προτίθενται νά ἐπέμβουν στρατιωτικῶς, ὁ κ. Ντάλλες ἀπήντησεν ὅτι τοιαύτη ἀπόφασις δέν ἔχει ληφθῆ καί ὅτι θά ἐξαρτηθῇ ἐκ τῆς ἐξελίξεως τῶν διαπραγματεύσεων τῆς Γενεύης.: [420, 578, 603, 626]
bottom-col-3: [399, 1525, 589, 1935]
lead-kicker: ΜΕΤΑΞΥ ΑΠΟΔΟΧΗΣ ΤΗΣ ΗΤΤΗΣ ΚΑΙ ΣΚΕΨΕΩΝ ΕΠΕΜΒΑΣΕΩΣ...: [156, 147, 465, 156]
misc2-section-1-title: [215, 996, 391, 1017]
econ-c4-p1: ΕΡ.: Ποῖα εἶναι τά σχέδια τῆς κυβερνήσεώς σας διά τό μέλλον τῆς οἰκονομικῆς συνεργασίας μέ τήν Ἑλλάδα;: [1370, 383, 1522, 411]
econ-c2-p3: ΑΠ.: Πιστεύω ὅτι ἡ Ἑλλάς ἔχει ὅλας τάς προϋποθέσεις διά νά ἐπιτύχῃ ταχεῖαν οἰκονομικήν ἀνάπτυξιν, ἐφ' ὅσον συνεχισθῇ ἡ παροῦσα συνετή δημοσιονομική πολιτική.: [979, 412, 1132, 450]
lead-c4-p4: «Ὅταν εἷς δημοσιογράφος τόν ἠρώτησε περί τῶν ἀποτελεσμάτων τῆς διασκέψεως τῆς Γενεύης, ὁ κ. Ντάλλες ἀπήντησεν ὅτι εἶναι ἀκόμη πρόωρον νά γίνουν προβλέψεις.»: [420, 547, 603, 575]
radiation-subtitle: Ἀνακοινώσεις εἰδικῶν Ἀμερικανῶν ἰατρῶν: [425, 983, 561, 993]
econ-p3: ΑΠΑΝΤΗΣΙΣ: Φρονῶ ὅτι ἡ ἀνάρρωσις τῶν εὐρωπαϊκῶν οἰκονομιῶν ὀφείλεται κυρίως εἰς τήν σταθερότητα τῶν νομισμάτων καί εἰς τήν αὔξησιν τῆς παραγωγικότητος.: [810, 451, 962, 489]
rule: [850, 914, 898, 915]
rule: [1171, 1580, 1516, 1583]
pearl-headline: ΤΟ ΤΡΟΜΕΡΟΝ ΜΥΣΤΙΚΟΝ ΤΟΥ ΠΕΡΛ ΧΑΡΜΠΟΡ.: [1023, 862, 1469, 922]
economy-subhead-1-text: Η ΟΙΚΟΝΟΜΙΚΗ ΚΑΤΑΣΤΑΣΙΣ ΤΗΣ ΕΛΛΑΔΟΣ: [817, 496, 955, 516]
dropcap: Κ: [215, 1090, 230, 1111]
rule: [1102, 236, 1230, 238]
medical-section-title: ΙΑΤΡΙΚΑ ΧΡΟΝΙΚΑ: [450, 845, 537, 856]
dropcap: Δ: [215, 996, 228, 1017]
lead-subhead: [18, 651, 201, 675]
economy-kicker: ΟΜΙΛΕΙ Ο ΔΙΕΥΘΥΝΤΗΣ ΤΗΣ ΥΠΗΡΕΣΙΑΣ ΕΣΩΤΕΡΙΚΩΝ ΕΠΙΧΕΙΡΗΣΕΩΝ ΤΩΝ ΗΝ. ΠΟΛΙΤΕΙΩΝ: [943, 147, 1389, 156]
radiation-p1: Κατωτέρω δημοσιεύομεν τά κυριώτερα σημεῖα τῶν ἀνακοινώσεων αἱ ὁποῖαι ἔγιναν κατά τήν διάρκειαν τοῦ πρόσφατου συνεδρίου τῶν ἀκτινολόγων τῶν Ἡνωμένων Πολιτειῶν.: [406, 1064, 581, 1102]
pearl-c1-p3: Τά μηνύματα τά ὁποῖα ἀπεστάλησαν πρός τάς ἰαπωνικάς πρεσβείας ἀνά τόν κόσμον περί καταστροφῆς τῶν κωδίκων ἀπετέλουν σαφεστάτην ἔνδειξιν τῆς ἐπικειμένης ἐνάρξεως τῶν ἐχθροπραξιῶν.: [977, 1157, 1100, 1214]
lead-c3-p4: Τέλος ὁ Ἀμερικανός ὑπουργός ἐτόνισεν ὅτι ἡ κυβέρνησίς του ἀποδίδει μεγίστην σημασίαν εἰς τήν ἑνότητα τοῦ ἐλευθέρου κόσμου καί εἰς τήν στενήν συνεργασίαν μετά τῆς Βρεταννίας καί τῆς Γαλλίας.: [219, 517, 402, 556]
lead-c3-p5: «Ἡ ἀντίστασις τῆς Ἰνδοκίνας ἐναντίον τοῦ κομμουνιστικοῦ ἐπεκτατισμοῦ ἀποτελεῖ ζωτικόν συμφέρον διά τόν ἐλεύθερον κόσμον. Ἐν τούτοις ἡ ἀπώλεια μιᾶς περιοχῆς δέν συνεπάγεται κατ' ἀνάγκην τήν κατάρρευσιν ὁλοκλήρου τοῦ ἀμυντικοῦ συστήματος.»: [219, 557, 402, 606]
rule: [786, 1555, 1157, 1556]
econ-c4-p3: ΑΠ.: Ἀπό τοῦ 1947 μέχρι σήμερον ἡ ἀμερικανική βοήθεια πρός τήν Ἑλλάδα ὑπερέβη τό ποσόν τῶν δύο δισεκατομμυρίων δολλαρίων, ποσόν τό ὁποῖον διετέθη κυρίως διά τήν ἀνοικοδόμησιν τῆς χώρας.: [1370, 453, 1522, 502]
pearl-c4-p1: Ἡ συζήτησις περί τῶν εὐθυνῶν διά τήν καταστροφήν τοῦ Περλ Χάρμπορ δέν ἔχει ἀκόμη κοπάσει, παρά τήν πάροδον δεκατριῶν ἐτῶν ἀπό τοῦ μοιραίου ἐκείνου πρωινοῦ.: [1392, 1036, 1516, 1085]
econ-p4: ΕΡ.: Ποία εἶναι ἡ γνώμη σας σχετικῶς μέ τήν σημερινήν οἰκονομικήν κατάστασιν τῆς Ἑλλάδος;: [810, 523, 962, 541]
pearl-col-4: [1392, 1036, 1516, 1267]
economy-deck: Η ΣΤΑΘΕΡΑ ΠΡΟΟΔΟΣ ΤΗΣ ΕΥΡΩΠΑΪΚΗΣ ΟΙΚΟΝΟΜΙΑΣ.—ΑΙ ΕΜΠΟΡΙΚΑΙ ΣΧΕΣΕΙΣ ΔΥΣΕΩΣ - ΑΝΑΤΟΛΗΣ.— ΤΟ ΠΡΟΒΛΗΜΑ ΤΩΝ ΕΞΩΤΕΡΙΚΩΝ ΕΠΕΝΔΥΣΕΩΝ.— ΤΟ ΟΙΚΟΝΟΜΙΚΟΝ ΠΡΟΓΡΑΜΜΑ ΤΗΣ ΕΛΛΗΝΙΚΗΣ ΚΥΒΕΡΝΗΣΕΩΣ.— ΠΡΟΒΛΕΨΕΙΣ ΔΙΑ ΤΗΝ ΟΙΚΟΝΟΜΙΚΗΝ ΑΝΑΠΤΥΞΙΝ ΤΗΣ ΕΛΛΑΔΟΣ.—Η ΑΜΕΡΙΚΑΝΙΚΗ ΒΟΗΘΕΙΑ: [841, 278, 1491, 314]
bottom-box-1-title: ΔΕΝ ΑΣΤΕΙΕΥΕΤΑΙ: [1391, 1591, 1477, 1602]
b2-p3: Ἕνας συγγραφεύς ὁ ὁποῖος δέν ἔχει ἀκόμη συμπληρώσει τήν τριακοστήν ἡλικίαν του, κατώρθωσε νά συγκεντρώσῃ τήν προσοχήν τῶν κριτικῶν μέ τό πρῶτον του βιβλίον. Ἡ γραφή του εἶναι λιτή, ἀκριβής καί ἀπαλλαγμένη ἀπό τάς ρητορικάς ὑπερβολάς αἱ ὁποῖαι ἐχαρακτήριζον τήν προηγουμένην γενεάν. Οἱ νέοι πεζογράφοι φαίνεται νά ἀναζητοῦν μίαν νέαν μορφήν ἐκφράσεως, πλησιεστέραν πρός τήν καθημερινήν πραγματικότητα.: [215, 1636, 391, 1725]
lead-headline: [35, 166, 586, 303]
lead-p4: Ὁ Ἀμερικανός ὑπουργός προσέθεσεν ὅτι ἡ κυβέρνησίς του δέν ἔχει λάβει ἀκόμη ὁριστικήν ἀπόφασιν περί τοῦ ἐάν θά συμμετάσχῃ εἰς στρατιωτικήν ἐπέμβασιν, ἐνῷ συγχρόνως ὑπεγράμμισεν ὅτι ἡ Οὐάσιγκτων ἐξακολουθεῖ νά ἐπιδιώκῃ τήν σύστασιν ἀμυντικοῦ συνασπισμοῦ τῶν κρατῶν τῆς περιοχῆς.: [18, 586, 201, 645]
rule: [24, 885, 201, 886]
masthead-contact-info: [32, 22, 297, 99]
misc2-section-1-label: ΔΙΑΣΚΕΔΑ: [227, 1003, 287, 1016]
econ-c2-p4: Τά ξένα κεφάλαια θά εἰσρεύσουν εἰς τήν χώραν ἐφ' ὅσον ἐξασφαλισθῇ κλῖμα ἐμπιστοσύνης καί σταθερότητος διά τούς ἐπενδυτάς.: [979, 452, 1132, 480]
rule: [1410, 1705, 1458, 1707]
medical-column: [399, 841, 589, 1514]
b2-p2: Αἱ ἀρχαιολογικαί ἀνασκαφαί αἱ ὁποῖαι διεξάγονται εἰς τήν περιοχήν τῆς ἀρχαίας ἀγορᾶς ἔφεραν εἰς φῶς σημαντικά εὑρήματα τῆς κλασσικῆς περιόδου. Οἱ ἀρχαιολόγοι ἐκφράζουν τήν ἐλπίδα ὅτι αἱ ἐργασίαι θά συνεχισθοῦν καί τό ἑπόμενον ἔτος, ἐφ' ὅσον ἐξασφαλισθοῦν αἱ ἀπαιτούμεναι πιστώσεις.: [215, 1576, 391, 1635]
gibraltar-block: [780, 1525, 1165, 1935]
rule: [1171, 1777, 1516, 1778]
econ-p2: Ὁ κ. Στάσσεν ἐτόνισεν ὅτι ἡ εὐρωπαϊκή οἰκονομία σημειώνει σταθεράν πρόοδον κατά τά τελευταῖα ἔτη καί ὅτι αἱ προοπτικαί διά τό μέλλον εἶναι ἐνθαρρυντικαί.: [810, 411, 962, 449]
leadcont-p8: Τέλος ὁ Ἀμερικανός ὑπουργός ἐτόνισεν ὅτι ἡ κυβέρνησίς του ἀποδίδει μεγίστην σημασίαν εἰς τήν ἑνότητα τοῦ ἐλευθέρου κόσμου καί εἰς τήν στενήν συνεργασίαν μετά τῆς Βρεταννίας καί τῆς Γαλλίας.: [595, 1144, 772, 1183]
bottom-section: [18, 1518, 1522, 1935]
athinaika-p4: Καί ὅταν πέσῃ τό σκοτάδι, τά φῶτα ἀνάβουν ἕνα-ἕνα καί ἡ πόλις ἀλλάζει πρόσωπο. Γίνεται πιό μυστηριώδης, πιό τρυφερή, πιό δική μας. Αὐτό εἶναι τό φθινόπωρο τῆς Ἀθήνας.: [620, 331, 793, 369]
editorial-section-1-body: Ὑπάρχει ἡ δέν ὑπάρχει κίνδυνος εἰς τήν ἀνακάλυψιν; Ἴσως ἡ ἀλήθεια νά εἶναι ὅτι καί τά δύο. Ἡ σοδειά τοῦ τρέχοντος ἔτους προβλέπεται ἱκανοποιητική, ἐφ' ὅσον αἱ καιρικαί συνθῆκαι παραμείνουν εὐνοϊκαί κατά τούς προσεχεῖς μῆνας. Αἱ γεωργικαί ὑπηρεσίαι ἐκτιμοῦν ὅτι ἡ παραγωγή σίτου θά ὑπερβῇ τήν περυσινήν κατά δέκα τοῖς ἑκατόν, γεγονός τό ὁποῖον θά συμβάλῃ οὐσιαστικῶς εἰς τήν μείωσιν τῶν εἰσαγωγῶν καί τήν ἐξοικονόμησιν συναλλάγματος.: [24, 1248, 201, 1336]
editorial-section-3-label: ΜΕΤΑ ΤΗΝ ΛΗΞΙΝ: [42, 1440, 144, 1453]
bottom-box-0-h1: ΘΑ ΤΗΝ ΒΓΑΛΟΥΝ ΤΗΝ ΟΡΜΟΝΗΝ: [1189, 1609, 1317, 1637]
leadcont-p4: Εἰς ἐρώτησιν δημοσιογράφου, ἐάν οἱ Ἡνωμέναι Πολιτεῖαι προτίθενται νά ἐπέμβουν στρατιωτικῶς, ὁ κ. Ντάλλες ἀπήντησεν ὅτι τοιαύτη ἀπόφασις δέν ἔχει ληφθῆ καί ὅτι θά ἐξαρτηθῇ ἐκ τῆς ἐξελίξεως τῶν διαπραγματεύσεων τῆς Γενεύης.: [595, 933, 772, 981]
pharm-p3: Οἱ ἰατροί ἐκφράζουν τήν ἐλπίδα ὅτι ἡ νέα μέθοδος θά ἐφαρμοσθῇ συντόμως καί εἰς τά εὐρωπαϊκά νοσοκομεῖα, συμπεριλαμβανομένων καί τῶν ἑλληνικῶν.: [786, 1082, 962, 1111]
misc2-section-0-title: [215, 883, 391, 904]
rule: [786, 896, 962, 897]
b4-p3: Ὑπάρχει κάτι τό ἀνεπανάληπτο σ' αὐτές τίς ὧρες, κάτι πού δέν μπορεῖ νά περιγραφῇ μέ λόγια, παρά μόνο νά τό ζήσῃ κανείς περπατώντας ἀργά στούς δρόμους τῆς παλιᾶς πόλεως.: [595, 1607, 772, 1645]
economy-headline: ΤΟ ΠΑΡΟΝ ΚΑΙ ΤΟ ΜΕΛΛΟΝ. ΤΗΣ ΟΙΚΟΝΟΜΙΑΣ ΤΗΣ ΕΛΛΑΔΟΣ: [836, 165, 1497, 234]
pearl-c2-p2: Ὁ ἀντιναύαρχος Θεομπάλντ ὑποστηρίζει ὅτι ἡ παράλειψις αὐτή δέν ἦτο τυχαία, ἀλλά ἀπετέλει μέρος εὑρυτέρου σχεδίου τό ὁποῖον ἀπέβλεπεν εἰς τήν εἴσοδον τῶν Ἡνωμένων Πολιτειῶν εἰς τόν πόλεμον.: [1115, 1106, 1239, 1165]
rule: [1102, 270, 1230, 272]
masthead-right-line-3: ΕΞΑΜΗΝΟΙ ΔΡΑΧ. 250 ΤΡΙΜΗΝΟΙ ΔΡΑΧ. 130: [1295, 55, 1508, 66]
world-p4: — Εἰς τό Βερολῖνον ἐσημειώθησαν νέα ἐπεισόδια εἰς τά σύνορα μεταξύ τοῦ ἀνατολικοῦ καί τοῦ δυτικοῦ τομέως τῆς πόλεως.: [406, 1348, 581, 1376]
lead-story: [18, 145, 613, 829]
rule: [469, 1211, 517, 1213]
athinaika-p1: "Ἄς μέ συγχωρήσουν οἱ Ἀθηναῖοι θαυμασταί τῆς χρωματιστῆς λαμογίας, ἐγώ, ὅτι τό φθινόπωρο δέν τό γούσταρα, δέν ἔχει εἶναι πολύχρωμο, γυαλιστερό καί πολυτελέστατο. Τό φθινόπωρο τῆς Ἀθήνας εἶναι ὡραῖο μόνο, μέ κάποιες ἀνήσυχες ἀπογευματινές σκιές.: [620, 203, 793, 250]
athinaika-p6: Ἡ Ἀθήνα τοῦ 1954 δέν εἶναι πλέον ἡ Ἀθήνα τῆς προπολεμικῆς περιόδου. Ἔχει ἀλλάξει, ἔχει μεγαλώσει, ἔχει γεμίσει μέ νέα κτίρια καί νέους ἀνθρώπους, ἀλλά κρατάει ἀκόμη κάτι ἀπό τήν παλιά της χάρι.: [620, 400, 793, 439]
pearl-c2-p4: Οἱ ἐπιζῶντες τῆς ἐπιθέσεως, οἱ ὁποῖοι συνεκεντρώθησαν προσφάτως εἰς τό Χονολουλοῦ, ἐζήτησαν τήν διενέργειαν νέας ἐρεύνης ἐπί τοῦ θέματος.: [1115, 1217, 1239, 1255]
masthead-right-line-2: ΣΥΝΔΡΟΜΑΙ ΕΣΩΤΕΡΙΚΟΥ ΕΤΗΣ. ΔΡΑΧ. 480: [1291, 39, 1508, 51]
econ-c2-p2: ΕΡ.: Ποῖαι εἶναι αἱ προβλέψεις σας διά τήν οἰκονομικήν ἀνάπτυξιν τῆς Ἑλλάδος κατά τά προσεχῆ ἔτη;: [979, 381, 1132, 409]
bottom-box-0-dateline: ΛΟΝΔΙΝΟΝ, Μάϊος.: [1171, 1697, 1238, 1705]
rule: [18, 400, 603, 401]
lead-c3-p6: Ὁ κ. Ντάλλες ἐδήλωσεν ὅτι ἡ τυχόν ἀπώλεια τῆς Ἰνδοκίνας δέν θά ἐσήμαινε κατ' ἀνάγκην καί τήν ἐγκατάλειψιν ὁλοκλήρου τῆς Νοτιοανατολικῆς Ἀσίας εἰς τούς κομμουνιστάς, διότι τό σύστημα τῆς συλλογικῆς ἀσφαλείας θά ἠδύνατο νά λειτουργήσῃ καί ἐκτός τῆς Ἰνδοκίνας.: [219, 608, 402, 667]
masthead-left-line-1: ΔΙΕΥΘΥΝΣΙΣ ΓΡΑΦΕΙΑ: ΟΔΟΣ ΣΩΚΡΑΤΟΥΣ 57: [32, 24, 257, 35]
rule: [469, 857, 517, 859]
pearl-kicker: ΤΟ ΒΙΒΛΙΟΝ ΠΟΥ ΑΠΟΤΕΛΕΙ ΤΟ ΓΕΓΟΝΟΣ ΤΗΣ ΗΜΕΡΑΣ ΕΙΣ ΤΑΣ ΗΝ. ΠΟΛΙΤΕΙΑΣ: [1053, 842, 1440, 853]
br-p1: Τά δύο ὑπουργεῖα, Στρατιωτικῶν καί Ναυτικῶν, ἔλαβον γνῶσιν τῶν μηνυμάτων αὐτῶν κατά τάς πρώτας πρωινάς ὥρας τῆς 7ης Δεκεμβρίου 1941, ἀλλά οὐδεμία ἔγκαιρος προειδοποίησις διεβιβάσθη πρός τόν ναύαρχον Κίμμελ εἰς τήν Χαβάην.: [1171, 1526, 1516, 1555]
economy-col-1: [810, 350, 971, 634]
misc2-section-5-body: Μία μικρά Παπιγιαννοπούλου, δέν ἐδίστασε νά ἀφιερώσῃ ὁλόκληρον τήν ζωήν της εἰς τήν ὑπηρεσίαν τοῦ συνανθρώπου της. Τό παράδειγμά της ἀποτελεῖ μίαν σιωπηλήν διαμαρτυρίαν ἐναντίον τοῦ ἐγωισμοῦ καί τῆς ἀδιαφορίας αἱ ὁποῖαι χαρακτηρίζουν τήν ἐποχήν μας.: [215, 1362, 391, 1411]
pearl-col-1: [977, 1036, 1108, 1267]
rule: [671, 196, 743, 197]
gibraltar-photo-caption: Ἡ ἐπίσκεψις τῆς Βασιλίσσης ΕΛΙΣΑΒΕΤ καί τοῦ Δουκός τοῦ Ἐδιμβούργου εἰς τό Γιβραλτάρ, τήν τελευταίαν στάσιν τῆς μεγάλης περιοδείας των εἰς τάς χώρας τῆς Κοινοπολιτείας. Εἰς τήν φωτογραφίαν ἡ θέα τοῦ Βράχου καί ἡ πομπή τῶν αὐτοκινήτων κατά τήν διέλευσίν της ἀπό τήν βάσιν.: [786, 1908, 1157, 1934]
bottom-box-0-title: ΚΑΤΩ Ο ΠΟΝΟΣ: [1216, 1591, 1291, 1602]
economy-subhead-2-text: ΟΙΚΟΝΟΜΙΚΗ ΑΝΑΠΤΥΞΙΣ ΤΗΣ ΕΛΛΑΔΟΣ: [1373, 355, 1520, 375]
econ-c3-p1: ΕΡ.: Πῶς κρίνετε τήν συμβολήν τῆς ἀμερικανικῆς βοηθείας εἰς τήν ἀνασυγκρότησιν τῆς Ἑλλάδος;: [1148, 351, 1354, 369]
rule: [977, 1031, 1516, 1032]
lead-c2-p4: Εἰς ἐρώτησιν δημοσιογράφου, ἐάν οἱ Ἡνωμέναι Πολιτεῖαι προτίθενται νά ἐπέμβουν στρατιωτικῶς, ὁ κ. Ντάλλες ἀπήντησεν ὅτι τοιαύτη ἀπόφασις δέν ἔχει ληφθῆ καί ὅτι θά ἐξαρτηθῇ ἐκ τῆς ἐξελίξεως τῶν διαπραγματεύσεων τῆς Γενεύης.: [18, 780, 201, 828]
rule: [1182, 948, 1311, 951]
rule: [1194, 854, 1299, 857]
medical-intro: Τό ἰατρικόν συνέδριον τό ὁποῖον συνῆλθεν εἰς τήν Νέαν Ὑόρκην ἀσχολήθη μέ τάς νεωτέρας μεθόδους θεραπείας τῶν καρδιαγγειακῶν παθήσεων. Οἱ εἰδικοί συνεφώνησαν ὅτι ἡ πρόληψις παραμένει τό ἀποτελεσματικώτερον μέσον καταπολεμήσεως τῆς νόσου.: [406, 863, 581, 911]
lead-headline-line2: ΚΑΙ ΕΓΚΑΤΑΛΕΙΨΙΝ ΤΗΣ Ν. Α. ΑΣΙΑΣ ΕΙΣ ΤΟΥΣ ΕΡΥΘΡΟΥΣ: [57, 233, 564, 304]
stassen-photo-image: [1149, 402, 1352, 599]
misc2-section-2-body: Αἱ ἀρχαιολογικαί ἀνασκαφαί αἱ ὁποῖαι διεξάγονται εἰς τήν περιοχήν τῆς ἀρχαίας ἀγορᾶς ἔφεραν εἰς φῶς σημαντικά εὑρήματα τῆς κλασσικῆς περιόδου. Οἱ ἀρχαιολόγοι ἐκφράζουν τήν ἐλπίδα ὅτι αἱ ἐργασίαι θά συνεχισθοῦν καί τό ἑπόμενον ἔτος, ἐφ' ὅσον ἐξασφαλισθοῦν αἱ ἀπαιτούμεναι πιστώσεις.: [215, 1112, 391, 1170]
rule: [1102, 320, 1230, 322]
epikaira-label: ΕΠΙΚΑΙΡΑ: [679, 145, 734, 156]
masthead-left-line-2: ΤΥΠΟΓΡΑΦΕΙΑ - ΠΙΕΣΤΗΡΙΑ: ΒΟΥΛΓΑΡΗ 11: [32, 39, 247, 51]
pearl-subheadline: (ΠΡΟΑΝΑΚΡΟΥΣΜΑΤΑ ΤΟΥ ΕΠΙΚΕΙΜΕΝΟΥ ΠΟΛΕΜΟΥ): [1089, 932, 1404, 947]
misc2-section-5-label: ΧΑΡΑΣΙΡΙ: [229, 1347, 284, 1360]
b4-p2: «Τό σύστημα τῆς συλλογικῆς ἀσφαλείας εἰς τήν Νοτιοανατολικήν Ἀσίαν δύναται νά ὀργανωθῇ ἐπί εὐρυτέρας βάσεως, περιλαμβάνον καί ἄλλας χώρας αἱ ὁποῖαι ἀπειλοῦνται ὑπό τοῦ κομμουνιστικοῦ κινδύνου.»: [595, 1566, 772, 1604]
lead-col-2: [219, 405, 411, 829]
pharm-p2: Τό νέον παρασκεύασμα, τό ὁποῖον ἐδοκιμάσθη ἐπιτυχῶς εἰς πλῆθος περιπτώσεων, μειώνει αἰσθητῶς τούς κινδύνους τῆς ἐπεμβάσεως καί συντομεύει τόν χρόνον ἀναρρώσεως τοῦ ἀσθενοῦς.: [786, 1041, 962, 1080]
pearl-c3-p4: Ἡ ἀμερικανική κοινή γνώμη παρακολουθεῖ μέ ἀμείωτον ἐνδιαφέρον τήν ἐξέλιξιν τῆς ὑποθέσεως, ἡ ὁποία ἀναμένεται νά ἀπασχολήσῃ καί τό Κογκρέσσον.: [1254, 1187, 1378, 1235]
rule: [469, 979, 517, 981]
editorial-section-3-title: [24, 1433, 201, 1454]
editorial-section-3-body: Αἱ προβλέψεις περί τελειώσεως τῶν ἐργασιῶν τῆς διασκέψεως τῆς Γενεύης ἀποδεικνύονται αἰσιόδοξοι. Αἱ συνομιλίαι παρατείνονται, χωρίς νά διαφαίνεται συγκεκριμένη λύσις. Ἐν τῷ μεταξύ αἱ στρατιωτικαί ἐπιχειρήσεις συνεχίζονται μέ ἀμείωτον ἔντασιν καί τό κόστος εἰς ἀνθρωπίνους ζωάς αὐξάνει καθημερινῶς.: [24, 1455, 201, 1514]
rule: [1319, 1794, 1368, 1796]
editorial-p2: Τό φορολογικόν σύστημα τῆς χώρας μας πάσχει ἀπό χρονίας ἀδυναμίας, αἱ ὁποῖαι δέν ἀντιμετωπίζονται μέ ἁπλᾶς δηλώσεις καί ὑποσχέσεις, ἀλλά μέ ριζικήν ἀναδιάρθρωσιν τοῦ ὅλου μηχανισμοῦ.: [24, 1018, 201, 1056]
athinaika-p7: Ὁ ἥλιος πέφτει λοξά πάνω στά μάρμαρα καί τά φύλλα τῶν πλατανιῶν ἀρχίζουν νά κιτρινίζουν, ἐνῶ τά καφενεῖα τῆς πλατείας γεμίζουν ἀπό ἀνθρώπους πού κουβεντιάζουν γιά τήν πολιτική, τόν καιρό καί τίς τιμές.: [620, 440, 793, 478]
rule: [1410, 1603, 1458, 1605]
editorial-column: [18, 841, 209, 1514]
leadcont-p6: Ὁ Ἀμερικανός ὑπουργός προσέθεσεν ὅτι ἡ κυβέρνησίς του δέν ἔχει λάβει ἀκόμη ὁριστικήν ἀπόφασιν περί τοῦ ἐάν θά συμμετάσχῃ εἰς στρατιωτικήν ἐπέμβασιν, ἐνῷ συγχρόνως ὑπεγράμμισεν ὅτι ἡ Οὐάσιγκτων ἐξακολουθεῖ νά ἐπιδιώκῃ τήν σύστασιν ἀμυντικοῦ συνασπισμοῦ τῶν κρατῶν τῆς περιοχῆς.: [595, 1034, 772, 1092]
lead-headline-line1: Η ΤΥΧΟΝ ΑΠΩΛΕΙΑ ΤΗΣ ΙΝΔΟΚΙΝΑΣ ΔΕΝ ΘΑ ΕΣΗΜΑΙΝΕ: [55, 165, 565, 235]
world-section-title: Ο ΕΞΩ ΚΟΣΜΟΣ: [456, 1199, 531, 1210]
dropcap: Η: [215, 883, 230, 904]
econ-c2-p1: Ἡ ὑποτίμησις τῆς δραχμῆς τοῦ 1953 συνετέλεσεν εἰς τήν αὔξησιν τῶν ἐξαγωγῶν καί εἰς τήν βελτίωσιν τοῦ ἰσοζυγίου πληρωμῶν τῆς χώρας.: [979, 351, 1132, 379]
b3-p1: Εἰς τήν Νέαν Ὑόρκην ἐσημειώθη χθές ἔντονος κίνησις εἰς τό χρηματιστήριον, μέ αἰσθητήν ἄνοδον τῶν βιομηχανικῶν μετοχῶν. Οἱ οἰκονομικοί κύκλοι ἀποδίδουν τήν ἄνοδον εἰς τάς εὐνοϊκάς προβλέψεις διά τήν πορείαν τῆς ἀμερικανικῆς οἰκονομίας κατά τό δεύτερον ἑξάμηνον τοῦ ἔτους.: [406, 1526, 581, 1584]
stassen-photo: [1148, 401, 1353, 600]
econ-p5: ΑΠ.: Ἡ Ἑλλάς ἐσημείωσεν ἀξιόλογον πρόοδον ἀπό τοῦ 1949 καί ἐντεῦθεν. Ἡ σταθεροποίησις τοῦ νομίσματος, ἡ αὔξησις τῆς βιομηχανικῆς παραγωγῆς καί ἡ ἀνάπτυξις τοῦ ἐξωτερικοῦ ἐμπορίου ἀποτελοῦν ἐνθαρρυντικάς ἐνδείξεις.: [810, 543, 962, 592]
newspaper-title: Η ΚΑΘΗΜΕΡΙΝΗ: [553, 33, 979, 87]
economy-byline: ΑΠΟΚΛΕΙΣΤΙΚΗ ΣΥΝΕΝΤΕΥΞΙΣ ΤΟΥ κ. ΧΑΡΟΛΔ ΣΤΑΣΣΕΝ ΠΡΟΣ ΤΟΝ ΣΥΝΕΡΓΑΤΗΝ ΤΗΣ "ΚΑΘΗΜΕΡΙΝΗΣ" κ. ΗΛΙΑΝ Π. ΔΗΜΗΤΡΑΚΟΠΟΥΛΟΝ: [848, 328, 1485, 339]
masthead-left-line-3: ΚΕΝΤΡΙΚΗ ΤΗΛΕΦΩΝΙΚΗ ΓΡΑΜΜΗ: 62637: [32, 55, 244, 66]
athinaika-title: ΑΘΗΝΑΪΚΑ: [636, 166, 777, 193]
b4-p1: «Ὅταν εἷς δημοσιογράφος τόν ἠρώτησε περί τῶν ἀποτελεσμάτων τῆς διασκέψεως τῆς Γενεύης, ὁ κ. Ντάλλες ἀπήντησεν ὅτι εἶναι ἀκόμη πρόωρον νά γίνουν προβλέψεις.»: [595, 1526, 772, 1564]
issue-divider: [18, 138, 1522, 142]
athinaika-p5: Ὁ παρατηρητής τῆς καθημερινότητος δέν ἔχει παρά νά σταθῇ σέ μιά γωνιά καί νά παρακολουθήσῃ τό πέρασμα τῶν ἀνθρώπων. Ἐκεῖ κρύβεται ὅλη ἡ ἀλήθεια μιᾶς ἐποχῆς.: [620, 371, 793, 399]
pharm-pre1: Τῆς οἰκονομικῆς πολιτικῆς τῆς ἑλληνικῆς κυβερνήσεως τά ἀποτελέσματα ἤρχισαν ἤδη νά γίνωνται ὁρατά εἰς ὅλους τούς τομεῖς τῆς ἐθνικῆς οἰκονομίας.: [786, 841, 962, 870]
lead-c3-p1: ἀνατολικῆς Ἀσίας. «Ἐάν τό κομμουνιστικόν καθεστώς ἐπεκταθῇ, τότε θά ἀπειληθοῦν καί ἄλλαι χῶραι», ἐτόνισεν ὁ Ἀμερικανός ὑπουργός.: [219, 406, 402, 434]
lead-p3: Ὁ κ. Ντάλλες ἐδήλωσεν ὅτι ἡ τυχόν ἀπώλεια τῆς Ἰνδοκίνας δέν θά ἐσήμαινε κατ' ἀνάγκην καί τήν ἐγκατάλειψιν ὁλοκλήρου τῆς Νοτιοανατολικῆς Ἀσίας εἰς τούς κομμουνιστάς, διότι τό σύστημα τῆς συλλογικῆς ἀσφαλείας θά ἠδύνατο νά λειτουργήσῃ καί ἐκτός τῆς Ἰνδοκίνας.: [18, 526, 201, 585]
economy-subhead-1: [810, 496, 962, 519]
leadcont-p9: «Τό σύστημα τῆς συλλογικῆς ἀσφαλείας εἰς τήν Νοτιοανατολικήν Ἀσίαν δύναται νά ὀργανωθῇ ἐπί εὐρυτέρας βάσεως, περιλαμβάνον καί ἄλλας χώρας αἱ ὁποῖαι ἀπειλοῦνται ὑπό τοῦ κομμουνιστικοῦ κινδύνου.»: [595, 1185, 772, 1223]
rule: [850, 995, 898, 997]
pearl-c1-p1: Ἡ ἀφήγησις τοῦ ἀντιναυάρχου Θεομπάλντ περί τῶν γεγονότων τά ὁποῖα προηγήθησαν τῆς ἐπιθέσεως κατά τοῦ Περλ Χάρμπορ ἔχει προκαλέσει ζωηροτάτην συζήτησιν εἰς τούς στρατιωτικούς κύκλους τῶν Ἡνωμένων Πολιτειῶν.: [977, 1036, 1100, 1105]
lead-col-3: [420, 405, 603, 829]
misc-column-2: [209, 841, 399, 1514]
athinaika-p2: Ὁ ἥλιος πέφτει λοξά πάνω στά μάρμαρα καί τά φύλλα τῶν πλατανιῶν ἀρχίζουν νά κιτρινίζουν, ἐνῶ τά καφενεῖα τῆς πλατείας γεμίζουν ἀπό ἀνθρώπους πού κουβεντιάζουν γιά τήν πολιτική, τόν καιρό καί τίς τιμές.: [620, 252, 793, 290]
bottom-box-1-h1: ΕΝΑΣ ΑΜΕΡΙΚΑΝΟΣ ΔΙΚΑΣΤΗΣ: [1378, 1609, 1489, 1637]
b2-p1: Μία μικρά Παπιγιαννοπούλου, δέν ἐδίστασε νά ἀφιερώσῃ ὁλόκληρον τήν ζωήν της εἰς τήν ὑπηρεσίαν τοῦ συνανθρώπου της. Τό παράδειγμά της ἀποτελεῖ μίαν σιωπηλήν διαμαρτυρίαν ἐναντίον τοῦ ἐγωισμοῦ καί τῆς ἀδιαφορίας αἱ ὁποῖαι χαρακτηρίζουν τήν ἐποχήν μας.: [215, 1526, 391, 1574]
misc2-section-2-title: [215, 1090, 391, 1111]
rule: [257, 159, 363, 161]
economy-subheadline: (Η ΟΙΚΟΝΟΜΙΚΗ ΑΝΑΡΡΩΣΙΣ ΤΩΝ ΕΥΡΩΠΑΪΚΩΝ ΧΩΡΩΝ): [899, 243, 1433, 266]
editorial-section-0-title: [24, 1064, 201, 1085]
misc2-section-0-body: Ἕνας συγγραφεύς ὁ ὁποῖος δέν ἔχει ἀκόμη συμπληρώσει τήν τριακοστήν ἡλικίαν του, κατώρθωσε νά συγκεντρώσῃ τήν προσοχήν τῶν κριτικῶν μέ τό πρῶτον του βιβλίον. Ἡ γραφή του εἶναι λιτή, ἀκριβής καί ἀπαλλαγμένη ἀπό τάς ρητορικάς ὑπερβολάς αἱ ὁποῖαι ἐχαρακτήριζον τήν προηγουμένην γενεάν. Οἱ νέοι πεζογράφοι φαίνεται νά ἀναζητοῦν μίαν νέαν μορφήν ἐκφράσεως, πλησιεστέραν πρός τήν καθημερινήν πραγματικότητα.: [215, 905, 391, 993]
masthead-right-line-1: ΤΙΜΗ ΕΚΑΣΤΟΥ ΦΥΛΛΟΥ ΔΡΑΧΜΑΙ 1.50: [1309, 24, 1508, 35]
lead-c4-p1: «Τό σύστημα τῆς συλλογικῆς ἀσφαλείας εἰς τήν Νοτιοανατολικήν Ἀσίαν δύναται νά ὀργανωθῇ ἐπί εὐρυτέρας βάσεως, περιλαμβάνον καί ἄλλας χώρας αἱ ὁποῖαι ἀπειλοῦνται ὑπό τοῦ κομμουνιστικοῦ κινδύνου.»: [420, 406, 603, 444]
pharm-p1: Συνεπείᾳ νεωτέρων ἐρευνῶν ἀνεκοινώθη χθές ἡ ἀνακάλυψις νέου φαρμάκου τό ὁποῖον ἐπιτρέπει τήν ἐκτέλεσιν χειρουργικῶν ἐπεμβάσεων ἐπί τῆς καρδίας ὑπό συνθήκας πολύ ἀσφαλεστέρας.: [786, 1001, 962, 1040]
lead-byline: ΒΑΡΥΣΗΜΑΝΤΟΙ ΔΗΛΩΣΕΙΣ ΤΟΥ κ. ΝΤΑΛΛΕΣ ΠΡΟΣ ΤΟΥΣ ΔΗΜΟΣΙΟΓΡΑΦΟΥΣ: [118, 383, 503, 395]
rule: [88, 903, 136, 905]
bottom-col-1: [18, 1525, 209, 1935]
editorial-section-0-label: ΚΡΑΤΟΣ-ΑΤΟΜΟΒΟΜΒΑ: [38, 1070, 176, 1083]
dropcap: Κ: [24, 1064, 39, 1085]
radiation-dateline: ΝΕΑ ΥΟΡΚΗ, Μάϊος: [449, 1001, 537, 1012]
lead-c2-p2: «Ἡ ἀντίστασις τῆς Ἰνδοκίνας ἐναντίον τοῦ κομμουνιστικοῦ ἐπεκτατισμοῦ ἀποτελεῖ ζωτικόν συμφέρον διά τόν ἐλεύθερον κόσμον. Ἐν τούτοις ἡ ἀπώλεια μιᾶς περιοχῆς δέν συνεπάγεται κατ' ἀνάγκην τήν κατάρρευσιν ὁλοκλήρου τοῦ ἀμυντικοῦ συστήματος.»: [18, 689, 201, 737]
world-p3: — Ἐκ Ρώμης ἀγγέλλεται ὅτι αἱ συνομιλίαι μεταξύ τῶν ἰταλικῶν καί γιουγκοσλαβικῶν ἀντιπροσωπειῶν διά τό ζήτημα τῆς Τεργέστης συνεχίζονται ἐν μέσῳ αἰσιοδόξου ἀτμοσφαίρας.: [406, 1308, 581, 1346]
